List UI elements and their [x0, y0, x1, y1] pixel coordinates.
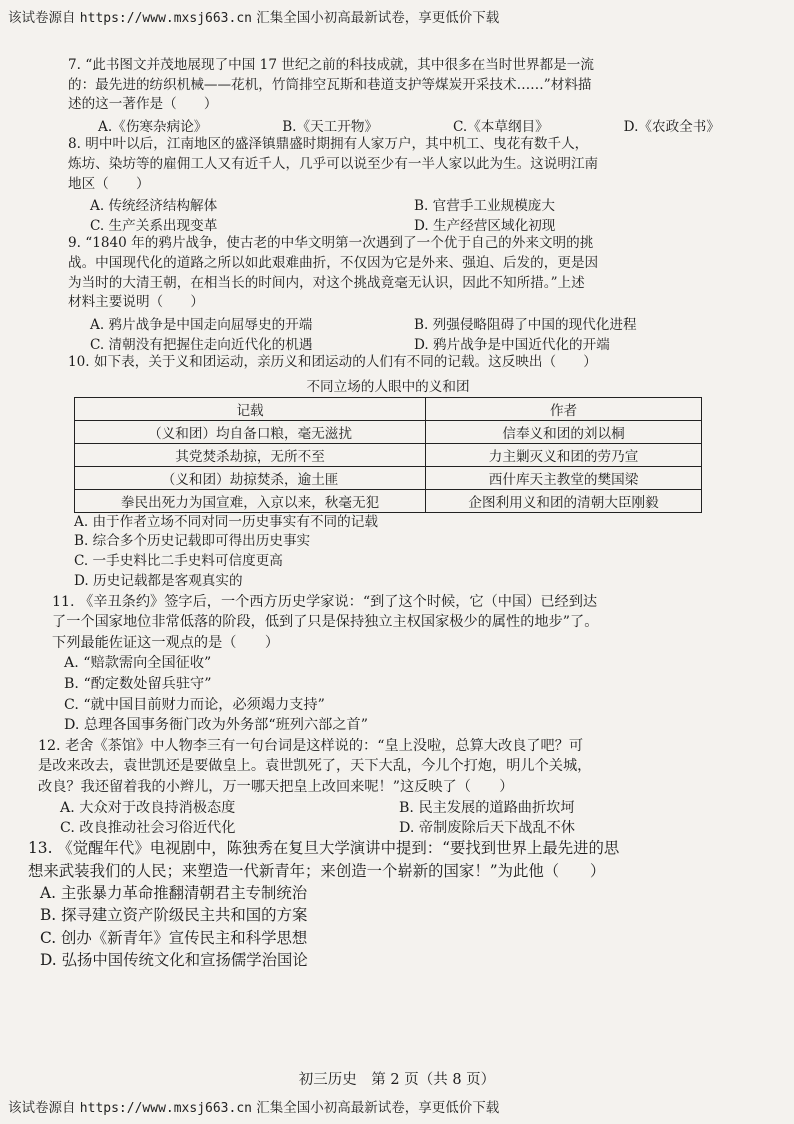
question-9-line-3: 为当时的大清王朝，在相当长的时间内，对这个挑战竟毫无认识，因此不知所措。”上述 — [68, 274, 585, 291]
table-cell-author: 力主剿灭义和团的劳乃宣 — [426, 443, 702, 466]
question-8-options — [68, 194, 738, 234]
question-13-line-1: 13. 《觉醒年代》电视剧中，陈独秀在复旦大学演讲中提到：“要找到世界上最先进的思 — [28, 839, 620, 858]
question-8-option-b[interactable]: B. 官营手工业规模庞大 — [414, 198, 555, 215]
question-12 — [38, 736, 738, 838]
question-13-option-d[interactable]: D. 弘扬中国传统文化和宣扬儒学治国论 — [40, 951, 308, 970]
exam-content — [28, 56, 738, 971]
question-12-option-b[interactable]: B. 民主发展的道路曲折坎坷 — [399, 800, 575, 817]
banner-left-text: 该试卷源自 — [8, 1100, 76, 1116]
question-12-line-3: 改良？我还留着我的小辫儿，万一哪天把皇上改回来呢！”这反映了（ ） — [38, 778, 514, 795]
question-9-option-b[interactable]: B. 列强侵略阻碍了中国的现代化进程 — [414, 317, 637, 334]
question-8-option-d[interactable]: D. 生产经营区域化初现 — [414, 218, 556, 235]
question-11 — [52, 592, 738, 736]
table-row — [75, 489, 702, 512]
question-10-option-c[interactable]: C. 一手史料比二手史料可信度更高 — [74, 553, 283, 570]
question-10-option-a[interactable]: A. 由于作者立场不同对同一历史事实有不同的记载 — [74, 513, 378, 530]
table-cell-author: 西什库天主教堂的樊国梁 — [426, 466, 702, 489]
table-cell-record: （义和团）均自备口粮，毫无滋扰 — [75, 420, 426, 443]
question-10-option-d[interactable]: D. 历史记载都是客观真实的 — [74, 572, 243, 589]
question-10-option-b[interactable]: B. 综合多个历史记载即可得出历史事实 — [74, 533, 311, 550]
question-8-option-c[interactable]: C. 生产关系出现变革 — [90, 218, 218, 235]
question-13-line-2: 想来武装我们的人民；来塑造一代新青年；来创造一个崭新的国家！”为此他（ ） — [28, 861, 606, 880]
question-12-option-a[interactable]: A. 大众对于改良持消极态度 — [60, 800, 236, 817]
question-12-option-d[interactable]: D. 帝制废除后天下战乱不休 — [399, 820, 575, 837]
question-9-options — [68, 313, 738, 353]
question-9-line-2: 战。中国现代化的道路之所以如此艰难曲折，不仅因为它是外来、强迫、后发的，更是因 — [68, 254, 599, 271]
question-9-option-d[interactable]: D. 鸦片战争是中国近代化的开端 — [414, 337, 610, 354]
question-13-option-a[interactable]: A. 主张暴力革命推翻清朝君主专制统治 — [40, 884, 308, 903]
question-7-option-d[interactable]: D.《农政全书》 — [623, 119, 720, 136]
question-9 — [68, 234, 738, 353]
question-12-options — [38, 797, 738, 837]
question-9-line-1: 9. “1840 年的鸦片战争，使古老的中华文明第一次遇到了一个优于自己的外来文明的挑 — [68, 235, 594, 252]
table-row — [75, 420, 702, 443]
question-12-option-c[interactable]: C. 改良推动社会习俗近代化 — [60, 820, 236, 837]
question-8-option-a[interactable]: A. 传统经济结构解体 — [90, 198, 218, 215]
question-7 — [68, 56, 738, 135]
question-11-option-d[interactable]: D. 总理各国事务衙门改为外务部“班列六部之首” — [64, 717, 368, 734]
question-7-option-a[interactable]: A.《伤寒杂病论》 — [98, 119, 208, 136]
perspectives-table — [74, 373, 702, 513]
table-row — [75, 466, 702, 489]
table-header-record: 记载 — [75, 397, 426, 420]
question-13-option-c[interactable]: C. 创办《新青年》宣传民主和科学思想 — [40, 928, 308, 947]
question-10 — [68, 353, 738, 592]
table-cell-record: 其党焚杀劫掠，无所不至 — [75, 443, 426, 466]
question-13 — [28, 837, 738, 971]
page-footer: 初三历史 第 2 页（共 8 页） — [298, 1072, 496, 1088]
question-9-option-c[interactable]: C. 清朝没有把握住走向近代化的机遇 — [90, 337, 313, 354]
question-12-line-2: 是改来改去，袁世凯还是要做皇上。袁世凯死了，天下大乱，今儿个打炮，明儿个关城， — [38, 758, 592, 775]
table-cell-author: 信奉义和团的刘以桐 — [426, 420, 702, 443]
source-banner-top — [8, 6, 499, 26]
question-11-options — [52, 653, 738, 735]
table-caption: 不同立场的人眼中的义和团 — [306, 378, 470, 395]
question-11-option-c[interactable]: C. “就中国目前财力而论，必须竭力支持” — [64, 696, 325, 713]
question-11-line-1: 11. 《辛丑条约》签字后，一个西方历史学家说：“到了这个时候，它（中国）已经到达 — [52, 593, 598, 610]
question-10-options — [68, 513, 738, 592]
question-11-option-a[interactable]: A. “赔款需向全国征收” — [64, 655, 212, 672]
question-8-line-2: 炼坊、染坊等的雇佣工人又有近千人，几乎可以说至少有一半人家以此为生。这说明江南 — [68, 155, 599, 172]
question-7-options — [68, 115, 738, 135]
question-9-line-4: 材料主要说明（ ） — [68, 294, 204, 311]
table-cell-author: 企图利用义和团的清朝大臣刚毅 — [426, 489, 702, 512]
question-8 — [68, 135, 738, 234]
question-13-option-b[interactable]: B. 探寻建立资产阶级民主共和国的方案 — [40, 906, 308, 925]
question-10-stem: 10. 如下表，关于义和团运动，亲历义和团运动的人们有不同的记载。这反映出（ ） — [68, 354, 597, 371]
question-11-option-b[interactable]: B. “酌定数处留兵驻守” — [64, 675, 212, 692]
question-8-line-1: 8. 明中叶以后，江南地区的盛泽镇鼎盛时期拥有人家万户，其中机工、曳花有数千人， — [68, 136, 589, 153]
table-cell-record: （义和团）劫掠焚杀，逾土匪 — [75, 466, 426, 489]
question-11-line-2: 了一个国家地位非常低落的阶段，低到了只是保持独立主权国家极少的属性的地步”了。 — [52, 614, 599, 631]
question-13-options — [28, 882, 738, 971]
banner-left-text: 该试卷源自 — [8, 10, 76, 26]
question-9-option-a[interactable]: A. 鸦片战争是中国走向屈辱史的开端 — [90, 317, 313, 334]
table-row — [75, 443, 702, 466]
source-banner-bottom — [8, 1096, 499, 1116]
banner-right-text: 汇集全国小初高最新试卷，享更低价下载 — [256, 1100, 500, 1116]
question-12-line-1: 12. 老舍《茶馆》中人物李三有一句台词是这样说的：“皇上没啦，总算大改良了吧？可 — [38, 737, 584, 754]
banner-url[interactable]: https://www.mxsj663.cn — [79, 1101, 252, 1116]
table-header-author: 作者 — [426, 397, 702, 420]
banner-url[interactable]: https://www.mxsj663.cn — [79, 11, 252, 26]
table-header-row — [75, 397, 702, 420]
question-11-line-3: 下列最能佐证这一观点的是（ ） — [52, 634, 280, 651]
question-7-line-3: 述的这一著作是（ ） — [68, 96, 218, 113]
question-7-line-2: 的：最先进的纺织机械——花机，竹筒排空瓦斯和巷道支护等煤炭开采技术……”材料描 — [68, 76, 592, 93]
table-cell-record: 拳民出死力为国宣难，入京以来，秋毫无犯 — [75, 489, 426, 512]
banner-right-text: 汇集全国小初高最新试卷，享更低价下载 — [256, 10, 500, 26]
question-8-line-3: 地区（ ） — [68, 175, 150, 192]
question-7-option-b[interactable]: B.《天工开物》 — [282, 119, 379, 136]
question-7-option-c[interactable]: C.《本草纲目》 — [452, 119, 549, 136]
question-7-line-1: 7. “此书图文并茂地展现了中国 17 世纪之前的科技成就，其中很多在当时世界都是一流 — [68, 57, 594, 73]
